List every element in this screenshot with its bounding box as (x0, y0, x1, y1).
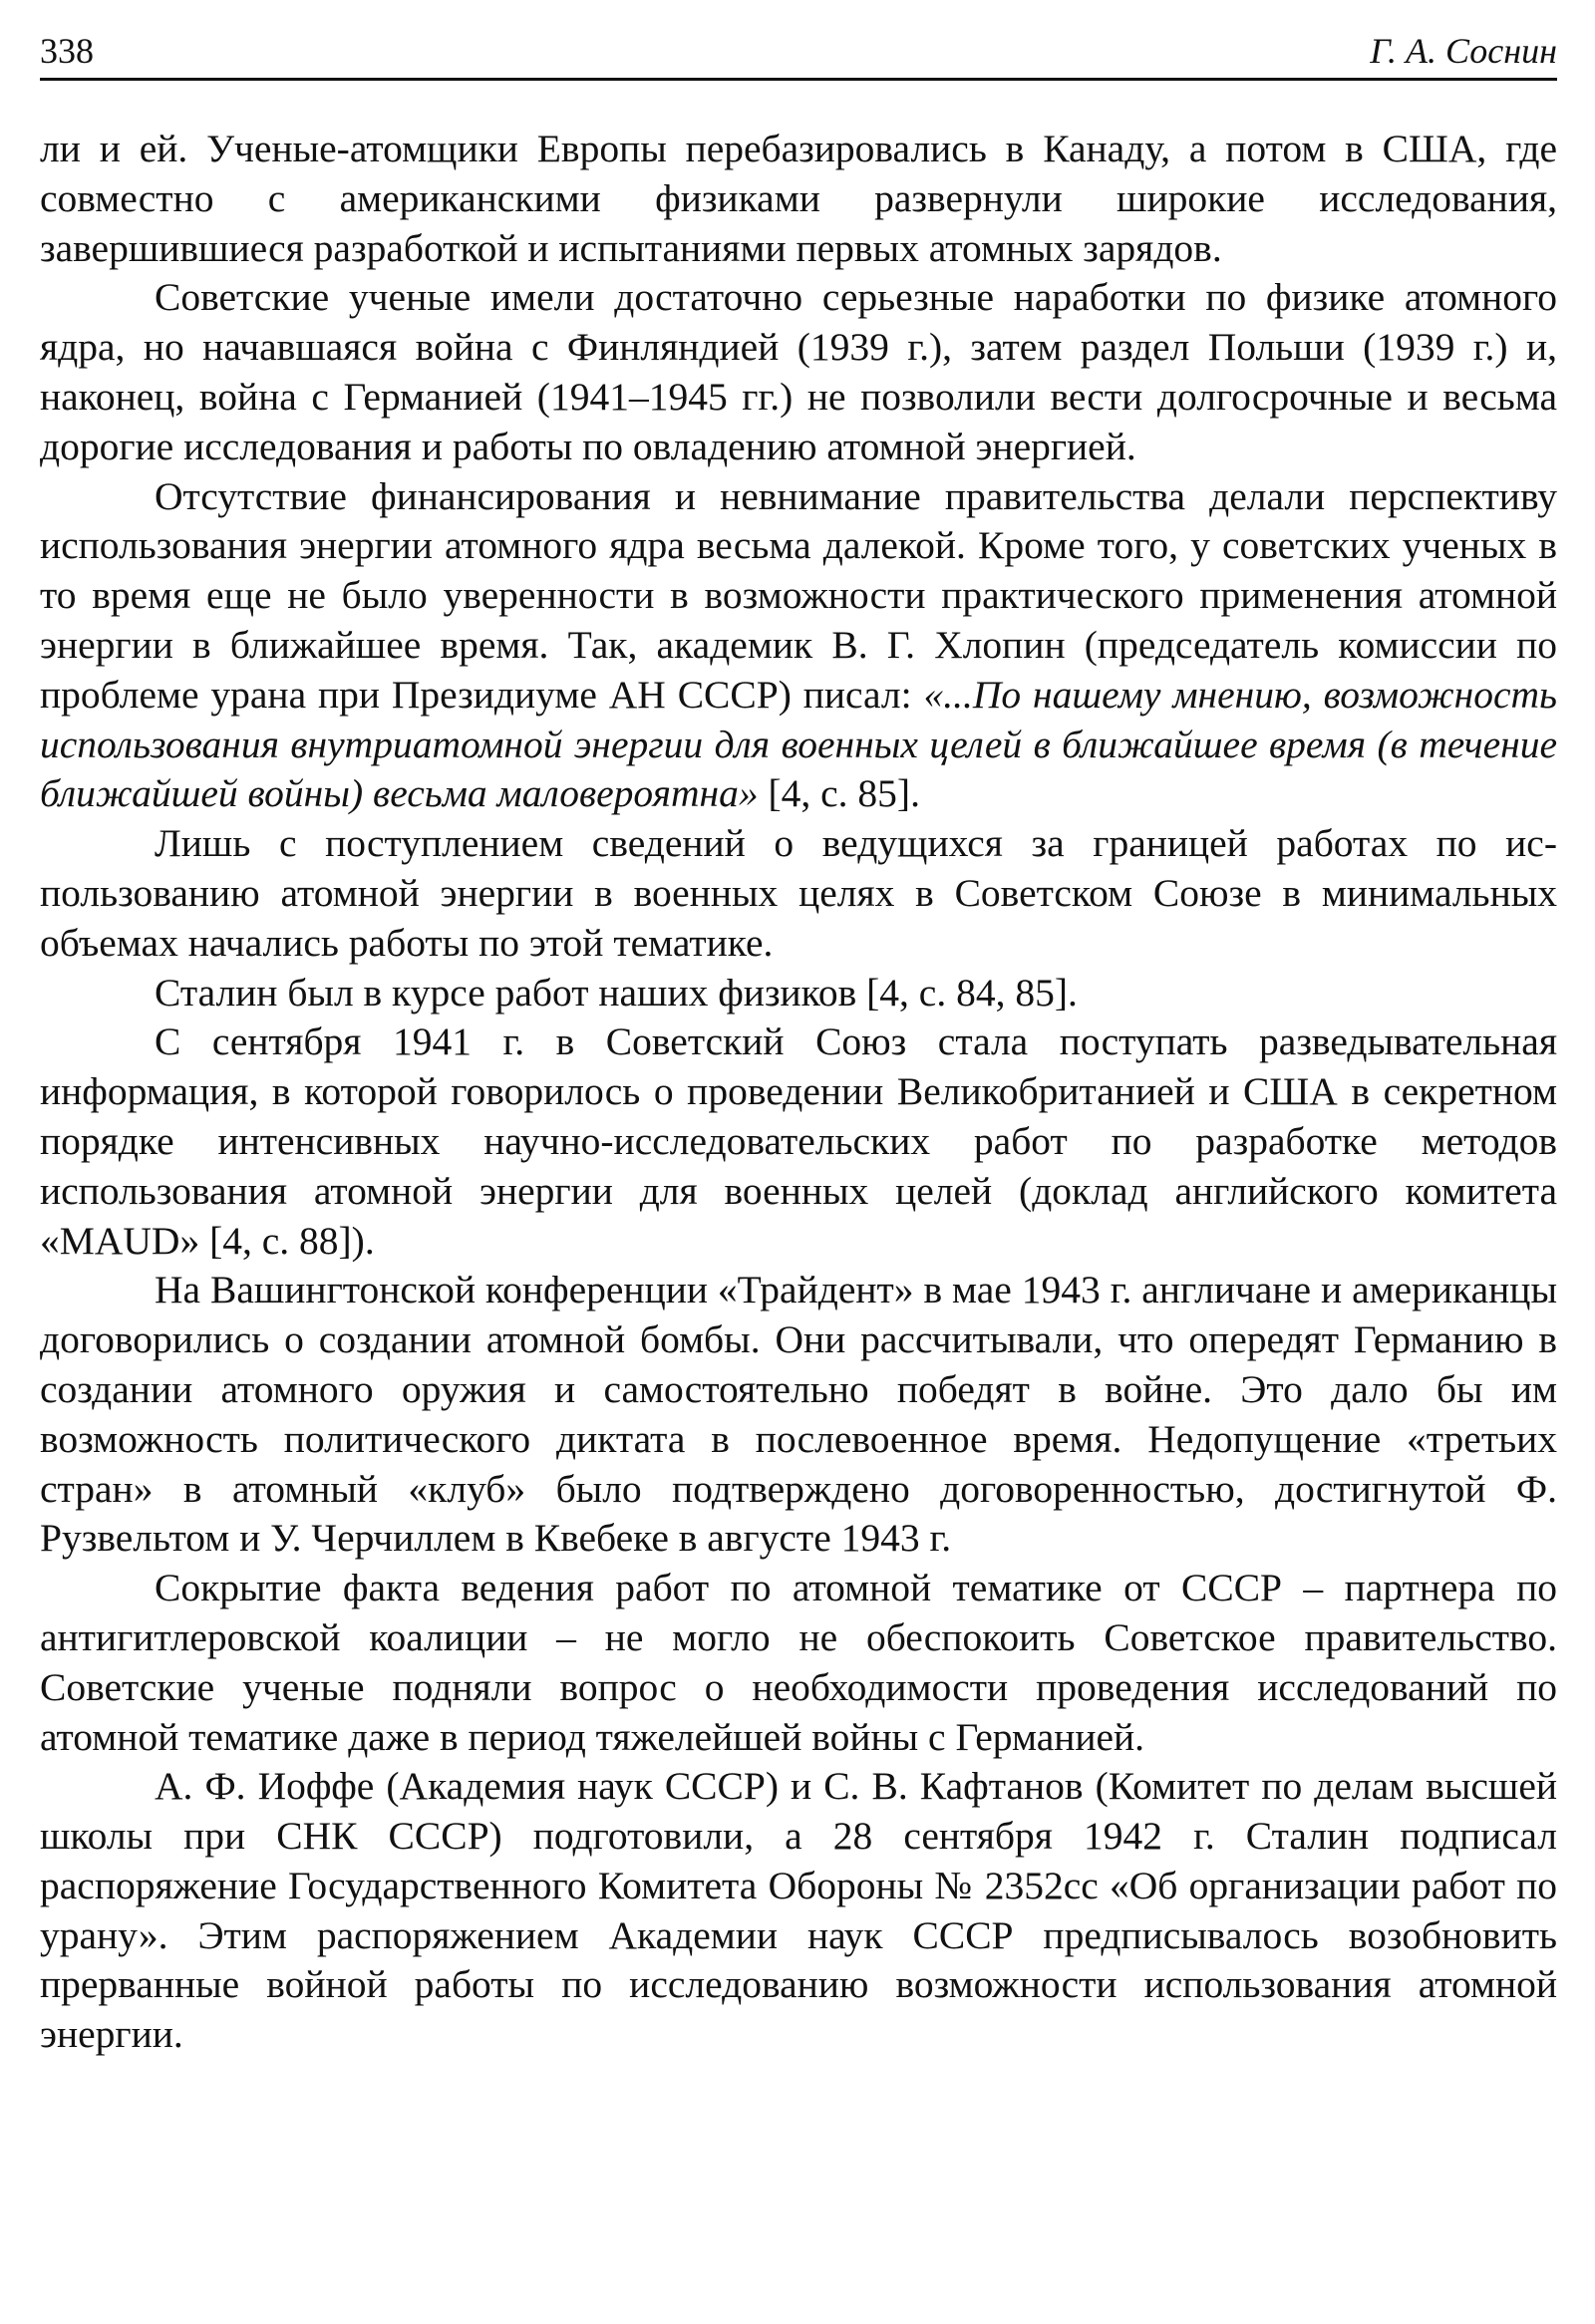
paragraph: Советские ученые имели достаточно серьезные наработки по физике атомного ядра, но начавшаяся война с Финляндией (1939 г.), затем раздел Польши (1939 г.) и, наконец, война с Германией (1941–1945 гг.) не позволили вести долгосрочные и весьма дорогие исследования и работы по овладению атомной энергией. (40, 275, 1557, 468)
citation: [4, с. 85]. (758, 771, 920, 816)
paragraph: Лишь с поступлением сведений о ведущихся за границей работах по использованию атомной энергии в военных целях в Советском Союзе в минимальных объемах начались работы по этой тематике. (40, 821, 1557, 965)
paragraph: С сентября 1941 г. в Советский Союз стала поступать разведывательная информация, в которой говорилось о проведении Великобританией и США в секретном порядке интенсивных научно-исследовательских работ по разработке методов использования атомной энергии для военных целей (доклад английского комитета «MAUD» [4, с. 88]). (40, 1019, 1557, 1263)
running-title-author: Г. А. Соснин (1370, 31, 1557, 71)
running-head (40, 26, 1557, 76)
quotation: «...По нашему мнению, возможность использования внутриатомной энергии для военных целей в ближайшее время (в течение ближайшей войны) весьма маловероятна» (40, 672, 1557, 816)
page-number: 338 (40, 31, 94, 71)
paragraph-continued: ли и ей. Ученые-атомщики Европы перебазировались в Канаду, а потом в США, где совместно с американскими физиками развернули широкие исследования, завершившиеся разработкой и испытаниями первых атомных зарядов. (40, 127, 1557, 270)
paragraph: На Вашингтонской конференции «Трайдент» в мае 1943 г. англичане и американцы договорились о создании атомной бомбы. Они рассчитывали, что опередят Германию в создании атомного оружия и самостоятельно победят в войне. Это дало бы им возможность политического диктата в послевоенное время. Недопущение «третьих стран» в атомный «клуб» было подтверждено договоренностью, достигнутой Ф. Рузвельтом и У. Черчиллем в Квебеке в августе 1943 г. (40, 1268, 1557, 1561)
paragraph: Сталин был в курсе работ наших физиков [4, с. 84, 85]. (155, 970, 1078, 1015)
paragraph: Сокрытие факта ведения работ по атомной тематике от СССР – партнера по антигитлеровской коалиции – не могло не обеспокоить Советское правительство. Советские ученые подняли вопрос о необходимости проведения исследований по атомной тематике даже в период тяжелейшей войны с Германией. (40, 1566, 1557, 1759)
paragraph-with-quote (40, 472, 1557, 820)
body-text (40, 125, 1557, 2060)
paragraph: А. Ф. Иоффе (Академия наук СССР) и С. В. Кафтанов (Комитет по делам высшей школы при СНК СССР) подготовили, а 28 сентября 1942 г. Сталин подписал распоряжение Государственного Комитета Обороны № 2352сс «Об организации работ по урану». Этим распоряжением Академии наук СССР предписывалось возобновить прерванные войной работы по исследованию возможности использования атомной энергии. (40, 1764, 1557, 2057)
header-rule (40, 78, 1557, 81)
paragraph-text: Отсутствие финансирования и невнимание правительства делали перспективу использования энергии атомного ядра весьма далекой. Кроме того, у советских ученых в то время еще не было уверенности в возможности практического применения атомной энергии в ближайшее время. Так, академик В. Г. Хлопин (председатель комиссии по проблеме урана при Президиуме АН СССР) писал: (40, 473, 1557, 717)
